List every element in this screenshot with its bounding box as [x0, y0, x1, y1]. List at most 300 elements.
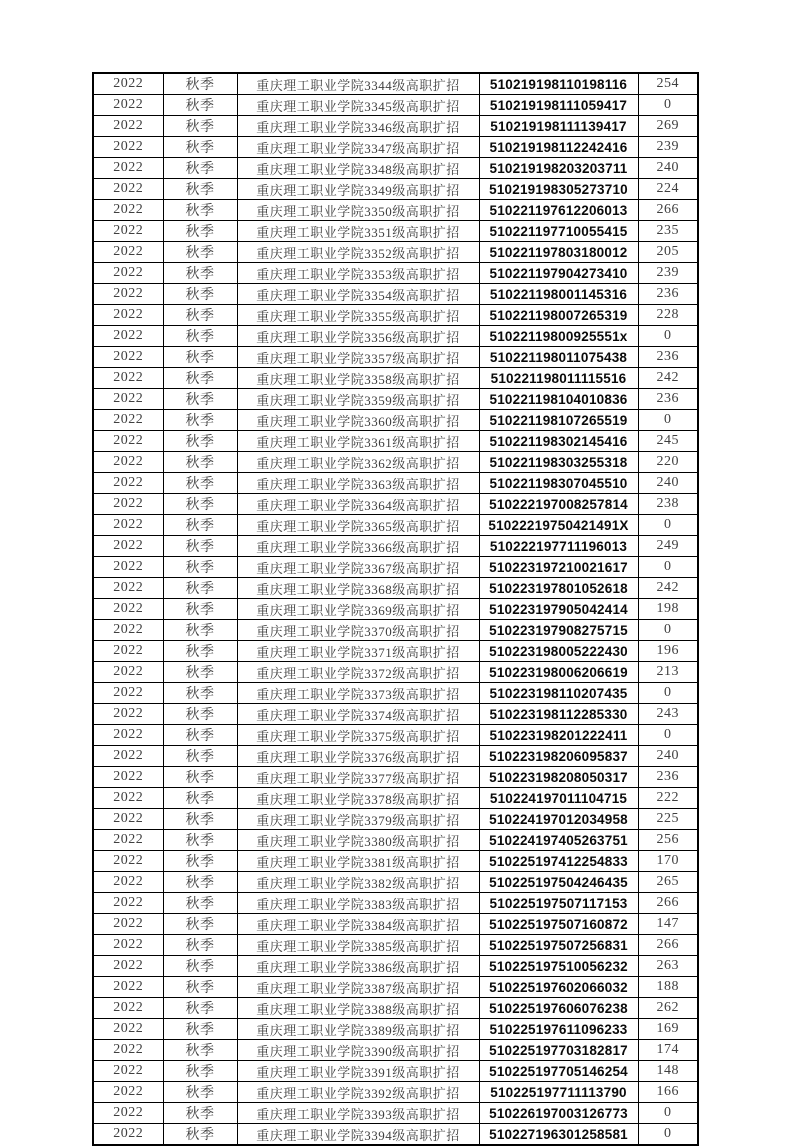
table-row — [93, 893, 698, 914]
table-row — [93, 599, 698, 620]
score-cell: 254 — [638, 73, 698, 95]
class-name-cell: 重庆理工职业学院3373级高职扩招 — [237, 683, 479, 704]
term-cell: 秋季 — [163, 95, 237, 116]
score-cell: 236 — [638, 389, 698, 410]
term-cell: 秋季 — [163, 641, 237, 662]
term-cell: 秋季 — [163, 872, 237, 893]
class-name-cell: 重庆理工职业学院3347级高职扩招 — [237, 137, 479, 158]
table-row — [93, 641, 698, 662]
term-cell: 秋季 — [163, 1124, 237, 1146]
class-name-cell: 重庆理工职业学院3383级高职扩招 — [237, 893, 479, 914]
class-name-cell: 重庆理工职业学院3382级高职扩招 — [237, 872, 479, 893]
id-number-cell: 510221198011075438 — [479, 347, 638, 368]
table-row — [93, 347, 698, 368]
table-row — [93, 179, 698, 200]
score-cell: 263 — [638, 956, 698, 977]
class-name-cell: 重庆理工职业学院3369级高职扩招 — [237, 599, 479, 620]
term-cell: 秋季 — [163, 620, 237, 641]
score-cell: 0 — [638, 326, 698, 347]
score-cell: 236 — [638, 284, 698, 305]
term-cell: 秋季 — [163, 725, 237, 746]
term-cell: 秋季 — [163, 956, 237, 977]
id-number-cell: 510221197904273410 — [479, 263, 638, 284]
year-cell: 2022 — [93, 893, 163, 914]
year-cell: 2022 — [93, 410, 163, 431]
class-name-cell: 重庆理工职业学院3356级高职扩招 — [237, 326, 479, 347]
term-cell: 秋季 — [163, 431, 237, 452]
class-name-cell: 重庆理工职业学院3381级高职扩招 — [237, 851, 479, 872]
term-cell: 秋季 — [163, 326, 237, 347]
id-number-cell: 510221198303255318 — [479, 452, 638, 473]
table-row — [93, 1019, 698, 1040]
table-row — [93, 305, 698, 326]
year-cell: 2022 — [93, 578, 163, 599]
term-cell: 秋季 — [163, 305, 237, 326]
term-cell: 秋季 — [163, 284, 237, 305]
table-row — [93, 809, 698, 830]
id-number-cell: 510224197012034958 — [479, 809, 638, 830]
id-number-cell: 510221198007265319 — [479, 305, 638, 326]
class-name-cell: 重庆理工职业学院3360级高职扩招 — [237, 410, 479, 431]
year-cell: 2022 — [93, 872, 163, 893]
term-cell: 秋季 — [163, 515, 237, 536]
table-row — [93, 725, 698, 746]
id-number-cell: 510223197210021617 — [479, 557, 638, 578]
table-row — [93, 452, 698, 473]
id-number-cell: 510223198005222430 — [479, 641, 638, 662]
id-number-cell: 510221197710055415 — [479, 221, 638, 242]
term-cell: 秋季 — [163, 452, 237, 473]
score-cell: 256 — [638, 830, 698, 851]
score-cell: 0 — [638, 95, 698, 116]
id-number-cell: 510225197602066032 — [479, 977, 638, 998]
year-cell: 2022 — [93, 914, 163, 935]
term-cell: 秋季 — [163, 893, 237, 914]
id-number-cell: 510219198112242416 — [479, 137, 638, 158]
class-name-cell: 重庆理工职业学院3364级高职扩招 — [237, 494, 479, 515]
term-cell: 秋季 — [163, 410, 237, 431]
score-cell: 188 — [638, 977, 698, 998]
class-name-cell: 重庆理工职业学院3379级高职扩招 — [237, 809, 479, 830]
score-cell: 0 — [638, 620, 698, 641]
term-cell: 秋季 — [163, 767, 237, 788]
term-cell: 秋季 — [163, 263, 237, 284]
term-cell: 秋季 — [163, 809, 237, 830]
table-row — [93, 200, 698, 221]
year-cell: 2022 — [93, 935, 163, 956]
term-cell: 秋季 — [163, 73, 237, 95]
id-number-cell: 510221198302145416 — [479, 431, 638, 452]
year-cell: 2022 — [93, 473, 163, 494]
id-number-cell: 510225197711113790 — [479, 1082, 638, 1103]
year-cell: 2022 — [93, 662, 163, 683]
id-number-cell: 51022119800925551x — [479, 326, 638, 347]
term-cell: 秋季 — [163, 1103, 237, 1124]
class-name-cell: 重庆理工职业学院3385级高职扩招 — [237, 935, 479, 956]
id-number-cell: 510223198006206619 — [479, 662, 638, 683]
class-name-cell: 重庆理工职业学院3387级高职扩招 — [237, 977, 479, 998]
score-cell: 0 — [638, 557, 698, 578]
term-cell: 秋季 — [163, 200, 237, 221]
year-cell: 2022 — [93, 746, 163, 767]
table-row — [93, 914, 698, 935]
year-cell: 2022 — [93, 704, 163, 725]
score-cell: 174 — [638, 1040, 698, 1061]
id-number-cell: 51022219750421491X — [479, 515, 638, 536]
year-cell: 2022 — [93, 221, 163, 242]
score-cell: 0 — [638, 410, 698, 431]
table-row — [93, 851, 698, 872]
class-name-cell: 重庆理工职业学院3358级高职扩招 — [237, 368, 479, 389]
score-cell: 147 — [638, 914, 698, 935]
term-cell: 秋季 — [163, 599, 237, 620]
table-row — [93, 1103, 698, 1124]
score-cell: 239 — [638, 263, 698, 284]
year-cell: 2022 — [93, 515, 163, 536]
table-row — [93, 431, 698, 452]
year-cell: 2022 — [93, 977, 163, 998]
id-number-cell: 510223198208050317 — [479, 767, 638, 788]
table-row — [93, 116, 698, 137]
score-cell: 236 — [638, 767, 698, 788]
year-cell: 2022 — [93, 830, 163, 851]
table-row — [93, 242, 698, 263]
id-number-cell: 510225197611096233 — [479, 1019, 638, 1040]
year-cell: 2022 — [93, 326, 163, 347]
year-cell: 2022 — [93, 557, 163, 578]
table-row — [93, 73, 698, 95]
table-row — [93, 263, 698, 284]
year-cell: 2022 — [93, 137, 163, 158]
id-number-cell: 510225197606076238 — [479, 998, 638, 1019]
class-name-cell: 重庆理工职业学院3351级高职扩招 — [237, 221, 479, 242]
class-name-cell: 重庆理工职业学院3384级高职扩招 — [237, 914, 479, 935]
term-cell: 秋季 — [163, 578, 237, 599]
table-row — [93, 137, 698, 158]
term-cell: 秋季 — [163, 179, 237, 200]
year-cell: 2022 — [93, 158, 163, 179]
class-name-cell: 重庆理工职业学院3376级高职扩招 — [237, 746, 479, 767]
id-number-cell: 510226197003126773 — [479, 1103, 638, 1124]
term-cell: 秋季 — [163, 536, 237, 557]
id-number-cell: 510225197504246435 — [479, 872, 638, 893]
score-cell: 239 — [638, 137, 698, 158]
id-number-cell: 510222197008257814 — [479, 494, 638, 515]
table-row — [93, 389, 698, 410]
term-cell: 秋季 — [163, 1019, 237, 1040]
year-cell: 2022 — [93, 95, 163, 116]
class-name-cell: 重庆理工职业学院3354级高职扩招 — [237, 284, 479, 305]
score-cell: 269 — [638, 116, 698, 137]
id-number-cell: 510219198111139417 — [479, 116, 638, 137]
class-name-cell: 重庆理工职业学院3357级高职扩招 — [237, 347, 479, 368]
class-name-cell: 重庆理工职业学院3359级高职扩招 — [237, 389, 479, 410]
class-name-cell: 重庆理工职业学院3363级高职扩招 — [237, 473, 479, 494]
term-cell: 秋季 — [163, 137, 237, 158]
term-cell: 秋季 — [163, 368, 237, 389]
id-number-cell: 510223197908275715 — [479, 620, 638, 641]
term-cell: 秋季 — [163, 242, 237, 263]
table-row — [93, 1040, 698, 1061]
year-cell: 2022 — [93, 347, 163, 368]
class-name-cell: 重庆理工职业学院3392级高职扩招 — [237, 1082, 479, 1103]
term-cell: 秋季 — [163, 851, 237, 872]
table-row — [93, 746, 698, 767]
year-cell: 2022 — [93, 305, 163, 326]
id-number-cell: 510221197612206013 — [479, 200, 638, 221]
id-number-cell: 510222197711196013 — [479, 536, 638, 557]
score-cell: 198 — [638, 599, 698, 620]
term-cell: 秋季 — [163, 788, 237, 809]
table-row — [93, 368, 698, 389]
score-cell: 265 — [638, 872, 698, 893]
term-cell: 秋季 — [163, 221, 237, 242]
score-cell: 0 — [638, 725, 698, 746]
score-cell: 170 — [638, 851, 698, 872]
table-row — [93, 1082, 698, 1103]
year-cell: 2022 — [93, 851, 163, 872]
year-cell: 2022 — [93, 368, 163, 389]
term-cell: 秋季 — [163, 830, 237, 851]
class-name-cell: 重庆理工职业学院3352级高职扩招 — [237, 242, 479, 263]
term-cell: 秋季 — [163, 347, 237, 368]
year-cell: 2022 — [93, 1124, 163, 1146]
table-row — [93, 1124, 698, 1146]
class-name-cell: 重庆理工职业学院3391级高职扩招 — [237, 1061, 479, 1082]
term-cell: 秋季 — [163, 935, 237, 956]
table-row — [93, 998, 698, 1019]
id-number-cell: 510221198107265519 — [479, 410, 638, 431]
term-cell: 秋季 — [163, 389, 237, 410]
year-cell: 2022 — [93, 788, 163, 809]
class-name-cell: 重庆理工职业学院3389级高职扩招 — [237, 1019, 479, 1040]
id-number-cell: 510225197510056232 — [479, 956, 638, 977]
term-cell: 秋季 — [163, 473, 237, 494]
year-cell: 2022 — [93, 200, 163, 221]
class-name-cell: 重庆理工职业学院3350级高职扩招 — [237, 200, 479, 221]
score-cell: 225 — [638, 809, 698, 830]
table-row — [93, 410, 698, 431]
table-row — [93, 956, 698, 977]
year-cell: 2022 — [93, 956, 163, 977]
term-cell: 秋季 — [163, 1061, 237, 1082]
year-cell: 2022 — [93, 389, 163, 410]
year-cell: 2022 — [93, 809, 163, 830]
score-cell: 238 — [638, 494, 698, 515]
year-cell: 2022 — [93, 494, 163, 515]
year-cell: 2022 — [93, 73, 163, 95]
table-row — [93, 158, 698, 179]
class-name-cell: 重庆理工职业学院3366级高职扩招 — [237, 536, 479, 557]
class-name-cell: 重庆理工职业学院3355级高职扩招 — [237, 305, 479, 326]
term-cell: 秋季 — [163, 557, 237, 578]
score-cell: 166 — [638, 1082, 698, 1103]
year-cell: 2022 — [93, 263, 163, 284]
table-body — [93, 73, 698, 1145]
year-cell: 2022 — [93, 599, 163, 620]
table-row — [93, 977, 698, 998]
year-cell: 2022 — [93, 116, 163, 137]
class-name-cell: 重庆理工职业学院3346级高职扩招 — [237, 116, 479, 137]
class-name-cell: 重庆理工职业学院3348级高职扩招 — [237, 158, 479, 179]
id-number-cell: 510225197703182817 — [479, 1040, 638, 1061]
year-cell: 2022 — [93, 536, 163, 557]
class-name-cell: 重庆理工职业学院3353级高职扩招 — [237, 263, 479, 284]
table-row — [93, 557, 698, 578]
class-name-cell: 重庆理工职业学院3386级高职扩招 — [237, 956, 479, 977]
id-number-cell: 510225197412254833 — [479, 851, 638, 872]
table-row — [93, 1061, 698, 1082]
table-row — [93, 767, 698, 788]
year-cell: 2022 — [93, 179, 163, 200]
id-number-cell: 510219198110198116 — [479, 73, 638, 95]
class-name-cell: 重庆理工职业学院3371级高职扩招 — [237, 641, 479, 662]
term-cell: 秋季 — [163, 116, 237, 137]
id-number-cell: 510223198206095837 — [479, 746, 638, 767]
year-cell: 2022 — [93, 1082, 163, 1103]
id-number-cell: 510221198104010836 — [479, 389, 638, 410]
results-table — [92, 72, 699, 1146]
class-name-cell: 重庆理工职业学院3372级高职扩招 — [237, 662, 479, 683]
id-number-cell: 510225197705146254 — [479, 1061, 638, 1082]
id-number-cell: 510221197803180012 — [479, 242, 638, 263]
term-cell: 秋季 — [163, 704, 237, 725]
table-row — [93, 536, 698, 557]
class-name-cell: 重庆理工职业学院3345级高职扩招 — [237, 95, 479, 116]
table-row — [93, 620, 698, 641]
table-row — [93, 494, 698, 515]
id-number-cell: 510223198112285330 — [479, 704, 638, 725]
score-cell: 0 — [638, 1124, 698, 1146]
class-name-cell: 重庆理工职业学院3393级高职扩招 — [237, 1103, 479, 1124]
year-cell: 2022 — [93, 620, 163, 641]
id-number-cell: 510225197507117153 — [479, 893, 638, 914]
score-cell: 0 — [638, 515, 698, 536]
id-number-cell: 510223198201222411 — [479, 725, 638, 746]
score-cell: 235 — [638, 221, 698, 242]
table-row — [93, 578, 698, 599]
year-cell: 2022 — [93, 452, 163, 473]
score-cell: 224 — [638, 179, 698, 200]
score-cell: 245 — [638, 431, 698, 452]
score-cell: 266 — [638, 893, 698, 914]
score-cell: 242 — [638, 368, 698, 389]
year-cell: 2022 — [93, 242, 163, 263]
table-row — [93, 872, 698, 893]
id-number-cell: 510227196301258581 — [479, 1124, 638, 1146]
year-cell: 2022 — [93, 431, 163, 452]
class-name-cell: 重庆理工职业学院3388级高职扩招 — [237, 998, 479, 1019]
term-cell: 秋季 — [163, 1040, 237, 1061]
score-cell: 205 — [638, 242, 698, 263]
id-number-cell: 510225197507256831 — [479, 935, 638, 956]
class-name-cell: 重庆理工职业学院3368级高职扩招 — [237, 578, 479, 599]
class-name-cell: 重庆理工职业学院3378级高职扩招 — [237, 788, 479, 809]
class-name-cell: 重庆理工职业学院3370级高职扩招 — [237, 620, 479, 641]
year-cell: 2022 — [93, 641, 163, 662]
class-name-cell: 重庆理工职业学院3361级高职扩招 — [237, 431, 479, 452]
class-name-cell: 重庆理工职业学院3377级高职扩招 — [237, 767, 479, 788]
class-name-cell: 重庆理工职业学院3390级高职扩招 — [237, 1040, 479, 1061]
table-row — [93, 473, 698, 494]
term-cell: 秋季 — [163, 494, 237, 515]
table-row — [93, 683, 698, 704]
score-cell: 213 — [638, 662, 698, 683]
term-cell: 秋季 — [163, 1082, 237, 1103]
id-number-cell: 510223197801052618 — [479, 578, 638, 599]
year-cell: 2022 — [93, 284, 163, 305]
id-number-cell: 510219198305273710 — [479, 179, 638, 200]
id-number-cell: 510221198011115516 — [479, 368, 638, 389]
term-cell: 秋季 — [163, 662, 237, 683]
table-row — [93, 284, 698, 305]
term-cell: 秋季 — [163, 158, 237, 179]
table-row — [93, 662, 698, 683]
class-name-cell: 重庆理工职业学院3344级高职扩招 — [237, 73, 479, 95]
score-cell: 0 — [638, 683, 698, 704]
year-cell: 2022 — [93, 1040, 163, 1061]
score-cell: 266 — [638, 935, 698, 956]
term-cell: 秋季 — [163, 998, 237, 1019]
class-name-cell: 重庆理工职业学院3380级高职扩招 — [237, 830, 479, 851]
score-cell: 262 — [638, 998, 698, 1019]
class-name-cell: 重庆理工职业学院3349级高职扩招 — [237, 179, 479, 200]
table-row — [93, 830, 698, 851]
id-number-cell: 510223197905042414 — [479, 599, 638, 620]
id-number-cell: 510223198110207435 — [479, 683, 638, 704]
class-name-cell: 重庆理工职业学院3375级高职扩招 — [237, 725, 479, 746]
id-number-cell: 510225197507160872 — [479, 914, 638, 935]
year-cell: 2022 — [93, 683, 163, 704]
score-cell: 240 — [638, 746, 698, 767]
table-row — [93, 515, 698, 536]
term-cell: 秋季 — [163, 746, 237, 767]
year-cell: 2022 — [93, 1103, 163, 1124]
score-cell: 196 — [638, 641, 698, 662]
score-cell: 240 — [638, 473, 698, 494]
year-cell: 2022 — [93, 1061, 163, 1082]
class-name-cell: 重庆理工职业学院3362级高职扩招 — [237, 452, 479, 473]
id-number-cell: 510224197405263751 — [479, 830, 638, 851]
term-cell: 秋季 — [163, 683, 237, 704]
table-row — [93, 326, 698, 347]
score-cell: 228 — [638, 305, 698, 326]
score-cell: 249 — [638, 536, 698, 557]
year-cell: 2022 — [93, 998, 163, 1019]
year-cell: 2022 — [93, 1019, 163, 1040]
id-number-cell: 510221198001145316 — [479, 284, 638, 305]
id-number-cell: 510219198203203711 — [479, 158, 638, 179]
term-cell: 秋季 — [163, 914, 237, 935]
table-row — [93, 788, 698, 809]
table-row — [93, 95, 698, 116]
score-cell: 240 — [638, 158, 698, 179]
score-cell: 222 — [638, 788, 698, 809]
table-row — [93, 221, 698, 242]
class-name-cell: 重庆理工职业学院3374级高职扩招 — [237, 704, 479, 725]
term-cell: 秋季 — [163, 977, 237, 998]
id-number-cell: 510219198111059417 — [479, 95, 638, 116]
table-row — [93, 935, 698, 956]
score-cell: 243 — [638, 704, 698, 725]
score-cell: 0 — [638, 1103, 698, 1124]
class-name-cell: 重庆理工职业学院3367级高职扩招 — [237, 557, 479, 578]
score-cell: 242 — [638, 578, 698, 599]
score-cell: 266 — [638, 200, 698, 221]
score-cell: 236 — [638, 347, 698, 368]
class-name-cell: 重庆理工职业学院3394级高职扩招 — [237, 1124, 479, 1146]
id-number-cell: 510221198307045510 — [479, 473, 638, 494]
